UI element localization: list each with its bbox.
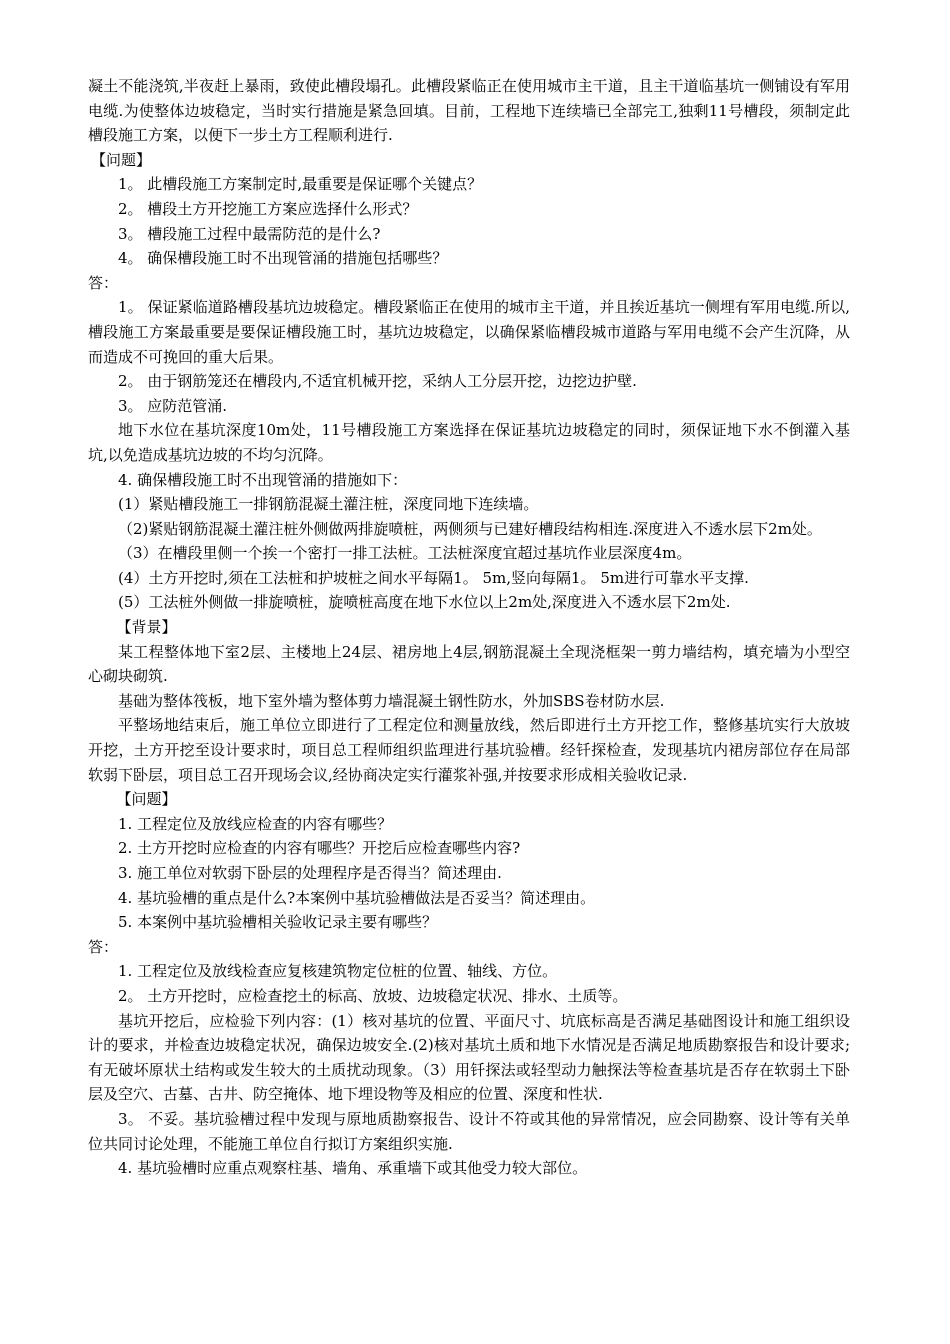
answer-item: 3。 不妥。基坑验槽过程中发现与原地质勘察报告、设计不符或其他的异常情况，应会同勘察、设计等有关单位共同讨论处理，不能施工单位自行拟订方案组织实施. (88, 1109, 850, 1153)
section-heading: 【背景】 (116, 618, 177, 637)
paragraph: 凝土不能浇筑,半夜赶上暴雨，致使此槽段塌孔。此槽段紧临正在使用城市主干道，且主干道临基坑一侧铺设有军用电缆.为使整体边坡稳定，当时实行措施是紧急回填。目前，工程地下连续墙已全部完工,独剩11号槽段，须制定此槽段施工方案，以便下一步土方工程顺利进行. (88, 77, 850, 145)
measure-item: （2)紧贴钢筋混凝土灌注桩外侧做两排旋喷桩，两侧须与已建好槽段结构相连.深度进入不透水层下2m处。 (118, 519, 822, 538)
question-item: 4. 基坑验槽的重点是什么?本案例中基坑验槽做法是否妥当？简述理由。 (118, 888, 596, 907)
measure-item: (4）土方开挖时,须在工法桩和护坡桩之间水平每隔1。 5m,竖向每隔1。 5m进行可靠水平支撑. (118, 568, 749, 587)
paragraph: 基础为整体筏板，地下室外墙为整体剪力墙混凝土钢性防水，外加SBS卷材防水层. (118, 691, 665, 710)
question-item: 1。 此槽段施工方案制定时,最重要是保证哪个关键点？ (118, 175, 483, 194)
answer-item: 2。 土方开挖时，应检查挖土的标高、放坡、边坡稳定状况、排水、土质等。 (118, 986, 628, 1005)
answer-item: 2。 由于钢筋笼还在槽段内,不适宜机械开挖，采纳人工分层开挖，边挖边护壁. (118, 372, 637, 391)
measure-item: (1）紧贴槽段施工一排钢筋混凝土灌注桩，深度同地下连续墙。 (118, 495, 539, 514)
question-item: 2。 槽段土方开挖施工方案应选择什么形式？ (118, 199, 418, 218)
question-item: 3。 槽段施工过程中最需防范的是什么? (118, 224, 381, 243)
answer-label: 答： (88, 273, 119, 292)
question-item: 2. 土方开挖时应检查的内容有哪些？开挖后应检查哪些内容? (118, 839, 521, 858)
question-item: 1. 工程定位及放线应检查的内容有哪些？ (118, 814, 393, 833)
answer-item: 4. 确保槽段施工时不出现管涌的措施如下： (118, 470, 408, 489)
paragraph: 平整场地结束后，施工单位立即进行了工程定位和测量放线，然后即进行土方开挖工作，整修基坑实行大放坡开挖，土方开挖至设计要求时，项目总工程师组织监理进行基坑验槽。经钎探检查，发现基坑内裙房部位存在局部软弱下卧层，项目总工召开现场会议,经协商决定实行灌浆补强,并按要求形成相关验收记录. (88, 716, 850, 784)
paragraph: 某工程整体地下室2层、主楼地上24层、裙房地上4层,钢筋混凝土全现浇框架一剪力墙结构，填充墙为小型空心砌块砌筑. (88, 642, 850, 686)
answer-label: 答： (88, 937, 119, 956)
section-heading: 【问题】 (116, 790, 177, 809)
question-item: 5. 本案例中基坑验槽相关验收记录主要有哪些？ (118, 913, 438, 932)
question-item: 4。 确保槽段施工时不出现管涌的措施包括哪些？ (118, 249, 448, 268)
paragraph: 基坑开挖后，应检验下列内容：(1）核对基坑的位置、平面尺寸、坑底标高是否满足基础图设计和施工组织设计的要求，并检查边坡稳定状况，确保边坡安全.(2)核对基坑土质和地下水情况是否满足地质勘察报告和设计要求;有无破坏原状土结构或发生较大的土质扰动现象。（3）用钎探法或轻型动力触探法等检查基坑是否存在软弱土下卧层及空穴、古墓、古井、防空掩体、地下埋设物等及相应的位置、深度和性状. (88, 1011, 850, 1104)
question-item: 3. 施工单位对软弱下卧层的处理程序是否得当？简述理由. (118, 864, 502, 882)
answer-item: 3。 应防范管涌. (118, 396, 228, 415)
answer-item: 1. 工程定位及放线检查应复核建筑物定位桩的位置、轴线、方位。 (118, 962, 558, 981)
paragraph: 地下水位在基坑深度10m处，11号槽段施工方案选择在保证基坑边坡稳定的同时，须保证地下水不倒灌入基坑,以免造成基坑边坡的不均匀沉降。 (88, 421, 850, 464)
section-heading: 【问题】 (91, 150, 152, 169)
measure-item: （3）在槽段里侧一个挨一个密打一排工法桩。工法桩深度宜超过基坑作业层深度4m。 (118, 544, 692, 563)
answer-item: 4. 基坑验槽时应重点观察柱基、墙角、承重墙下或其他受力较大部位。 (118, 1159, 588, 1178)
measure-item: (5）工法桩外侧做一排旋喷桩，旋喷桩高度在地下水位以上2m处,深度进入不透水层下2m处. (118, 593, 731, 612)
answer-item: 1。 保证紧临道路槽段基坑边坡稳定。槽段紧临正在使用的城市主干道，并且挨近基坑一侧埋有军用电缆.所以,槽段施工方案最重要是要保证槽段施工时，基坑边坡稳定，以确保紧临槽段城市道路与军用电缆不会产生沉降，从而造成不可挽回的重大后果。 (88, 298, 850, 366)
